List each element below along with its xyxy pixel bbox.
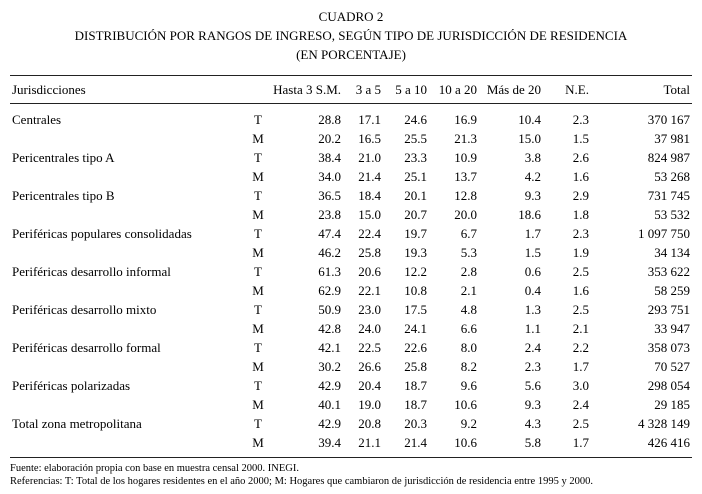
value-cell: 37 981 [654,130,690,146]
value-cell: 9.3 [524,396,541,412]
value-cell: 23.8 [318,206,341,222]
value-cell: 42.8 [318,320,341,336]
value-cell: 61.3 [318,263,341,279]
value-cell: 2.5 [572,301,589,317]
value-cell: 2.4 [572,396,589,412]
value-cell: 6.7 [460,225,477,241]
value-cell: 39.4 [318,434,341,450]
row-type-label: T [254,415,262,431]
value-cell: 23.0 [358,301,381,317]
value-cell: 1.7 [524,225,541,241]
value-cell: 2.2 [572,339,589,355]
col-header-hasta-3-sm: Hasta 3 S.M. [271,75,343,103]
value-cell: 370 167 [647,111,690,127]
value-cell: 22.6 [404,339,427,355]
value-cell: 10.4 [518,111,541,127]
table-row [10,281,692,300]
row-type-label: M [252,130,264,146]
value-cell: 9.3 [524,187,541,203]
value-cell: 4.8 [460,301,477,317]
value-cell: 9.6 [460,377,477,393]
value-cell: 0.4 [524,282,541,298]
value-cell: 2.9 [572,187,589,203]
value-cell: 358 073 [647,339,690,355]
value-cell: 42.9 [318,377,341,393]
value-cell: 47.4 [318,225,341,241]
table-row [10,186,692,205]
value-cell: 34.0 [318,168,341,184]
value-cell: 62.9 [318,282,341,298]
row-type-label: M [252,434,264,450]
table-row [10,357,692,376]
jurisdiction-name: Periféricas populares consolidadas [12,225,192,241]
income-distribution-table [10,75,692,458]
table-row [10,338,692,357]
col-header-row-type [245,75,271,103]
table-row [10,414,692,433]
table-row [10,319,692,338]
table-number: CUADRO 2 [318,9,384,24]
value-cell: 18.7 [404,377,427,393]
header-row [10,75,692,103]
table-caption [10,8,692,65]
row-type-label: M [252,358,264,374]
value-cell: 24.1 [404,320,427,336]
value-cell: 42.9 [318,415,341,431]
value-cell: 20.0 [454,206,477,222]
value-cell: 19.3 [404,244,427,260]
value-cell: 17.5 [404,301,427,317]
value-cell: 53 268 [654,168,690,184]
jurisdiction-name [10,243,245,262]
value-cell: 2.3 [524,358,541,374]
table-title: DISTRIBUCIÓN POR RANGOS DE INGRESO, SEGÚN TIPO DE JURISDICCIÓN DE RESIDENCIA [74,27,628,43]
table-row [10,433,692,457]
value-cell: 12.2 [404,263,427,279]
jurisdiction-name [10,281,245,300]
value-cell: 9.2 [460,415,477,431]
value-cell: 10.6 [454,396,477,412]
value-cell: 1.5 [524,244,541,260]
value-cell: 1.5 [572,130,589,146]
jurisdiction-name: Total zona metropolitana [12,415,142,431]
table-row [10,224,692,243]
value-cell: 353 622 [647,263,690,279]
value-cell: 20.4 [358,377,381,393]
value-cell: 26.6 [358,358,381,374]
value-cell: 25.8 [404,358,427,374]
table-row [10,129,692,148]
value-cell: 2.6 [572,149,589,165]
value-cell: 16.5 [358,130,381,146]
value-cell: 20.8 [358,415,381,431]
jurisdiction-name [10,167,245,186]
value-cell: 2.1 [572,320,589,336]
row-type-label: T [254,263,262,279]
col-header-mas-de-20: Más de 20 [479,75,543,103]
jurisdiction-name: Periféricas desarrollo informal [12,263,171,279]
value-cell: 21.4 [358,168,381,184]
value-cell: 18.4 [358,187,381,203]
col-header-total: Total [591,75,692,103]
value-cell: 1.6 [572,168,589,184]
value-cell: 6.6 [460,320,477,336]
row-type-label: T [254,187,262,203]
value-cell: 33 947 [654,320,690,336]
value-cell: 20.6 [358,263,381,279]
value-cell: 10.9 [454,149,477,165]
jurisdiction-name: Pericentrales tipo B [12,187,115,203]
value-cell: 1.7 [572,358,589,374]
value-cell: 18.7 [404,396,427,412]
value-cell: 24.6 [404,111,427,127]
value-cell: 22.5 [358,339,381,355]
value-cell: 298 054 [647,377,690,393]
value-cell: 2.3 [572,225,589,241]
row-type-label: M [252,244,264,260]
table-row [10,376,692,395]
row-type-label: M [252,396,264,412]
value-cell: 25.5 [404,130,427,146]
jurisdiction-name: Centrales [12,111,62,127]
value-cell: 2.5 [572,263,589,279]
value-cell: 13.7 [454,168,477,184]
value-cell: 22.4 [358,225,381,241]
row-type-label: T [254,111,262,127]
jurisdiction-name: Periféricas polarizadas [12,377,131,393]
jurisdiction-name: Pericentrales tipo A [12,149,115,165]
value-cell: 12.8 [454,187,477,203]
value-cell: 70 527 [654,358,690,374]
col-header-5-a-10: 5 a 10 [383,75,429,103]
table-subtitle: (EN PORCENTAJE) [296,46,406,62]
value-cell: 4.2 [524,168,541,184]
value-cell: 38.4 [318,149,341,165]
row-type-label: T [254,225,262,241]
value-cell: 25.1 [404,168,427,184]
value-cell: 50.9 [318,301,341,317]
value-cell: 20.3 [404,415,427,431]
value-cell: 24.0 [358,320,381,336]
table-body [10,103,692,457]
col-header-jurisdicciones: Jurisdicciones [10,75,245,103]
jurisdiction-name [10,319,245,338]
references-note: Referencias: T: Total de los hogares residentes en el año 2000; M: Hogares que cambiaron de jurisdicción de residencia entre 1995 y 2000. [10,475,593,487]
value-cell: 3.8 [524,149,541,165]
value-cell: 4 328 149 [638,415,690,431]
row-type-label: M [252,168,264,184]
value-cell: 29 185 [654,396,690,412]
value-cell: 1.1 [524,320,541,336]
value-cell: 22.1 [358,282,381,298]
value-cell: 34 134 [654,244,690,260]
value-cell: 1 097 750 [638,225,690,241]
jurisdiction-name [10,357,245,376]
col-header-10-a-20: 10 a 20 [429,75,479,103]
table-row [10,243,692,262]
jurisdiction-name [10,205,245,224]
value-cell: 17.1 [358,111,381,127]
value-cell: 1.8 [572,206,589,222]
value-cell: 19.7 [404,225,427,241]
value-cell: 46.2 [318,244,341,260]
value-cell: 5.3 [460,244,477,260]
value-cell: 20.1 [404,187,427,203]
value-cell: 731 745 [647,187,690,203]
row-type-label: M [252,206,264,222]
value-cell: 42.1 [318,339,341,355]
jurisdiction-name: Periféricas desarrollo formal [12,339,161,355]
value-cell: 0.6 [524,263,541,279]
row-type-label: T [254,301,262,317]
value-cell: 36.5 [318,187,341,203]
value-cell: 53 532 [654,206,690,222]
table-row [10,262,692,281]
value-cell: 2.5 [572,415,589,431]
value-cell: 1.6 [572,282,589,298]
value-cell: 20.2 [318,130,341,146]
value-cell: 824 987 [647,149,690,165]
table-notes [10,462,692,488]
jurisdiction-name [10,129,245,148]
value-cell: 426 416 [647,434,690,450]
table-row [10,103,692,129]
value-cell: 25.8 [358,244,381,260]
value-cell: 1.9 [572,244,589,260]
value-cell: 15.0 [518,130,541,146]
value-cell: 10.8 [404,282,427,298]
jurisdiction-name [10,433,245,457]
table-row [10,300,692,319]
col-header-ne: N.E. [543,75,591,103]
value-cell: 8.2 [460,358,477,374]
value-cell: 5.6 [524,377,541,393]
value-cell: 2.3 [572,111,589,127]
value-cell: 18.6 [518,206,541,222]
table-row [10,148,692,167]
row-type-label: M [252,320,264,336]
table-row [10,167,692,186]
jurisdiction-name [10,395,245,414]
row-type-label: T [254,377,262,393]
value-cell: 19.0 [358,396,381,412]
value-cell: 5.8 [524,434,541,450]
value-cell: 28.8 [318,111,341,127]
value-cell: 30.2 [318,358,341,374]
col-header-3-a-5: 3 a 5 [343,75,383,103]
row-type-label: M [252,282,264,298]
value-cell: 1.3 [524,301,541,317]
jurisdiction-name: Periféricas desarrollo mixto [12,301,157,317]
row-type-label: T [254,149,262,165]
row-type-label: T [254,339,262,355]
value-cell: 2.8 [460,263,477,279]
value-cell: 293 751 [647,301,690,317]
value-cell: 21.4 [404,434,427,450]
value-cell: 58 259 [654,282,690,298]
value-cell: 10.6 [454,434,477,450]
value-cell: 20.7 [404,206,427,222]
value-cell: 40.1 [318,396,341,412]
value-cell: 15.0 [358,206,381,222]
value-cell: 21.0 [358,149,381,165]
value-cell: 1.7 [572,434,589,450]
value-cell: 4.3 [524,415,541,431]
table-row [10,395,692,414]
source-note: Fuente: elaboración propia con base en muestra censal 2000. INEGI. [10,462,299,474]
value-cell: 23.3 [404,149,427,165]
value-cell: 21.3 [454,130,477,146]
value-cell: 3.0 [572,377,589,393]
value-cell: 21.1 [358,434,381,450]
value-cell: 16.9 [454,111,477,127]
value-cell: 8.0 [460,339,477,355]
value-cell: 2.4 [524,339,541,355]
value-cell: 2.1 [460,282,477,298]
table-row [10,205,692,224]
